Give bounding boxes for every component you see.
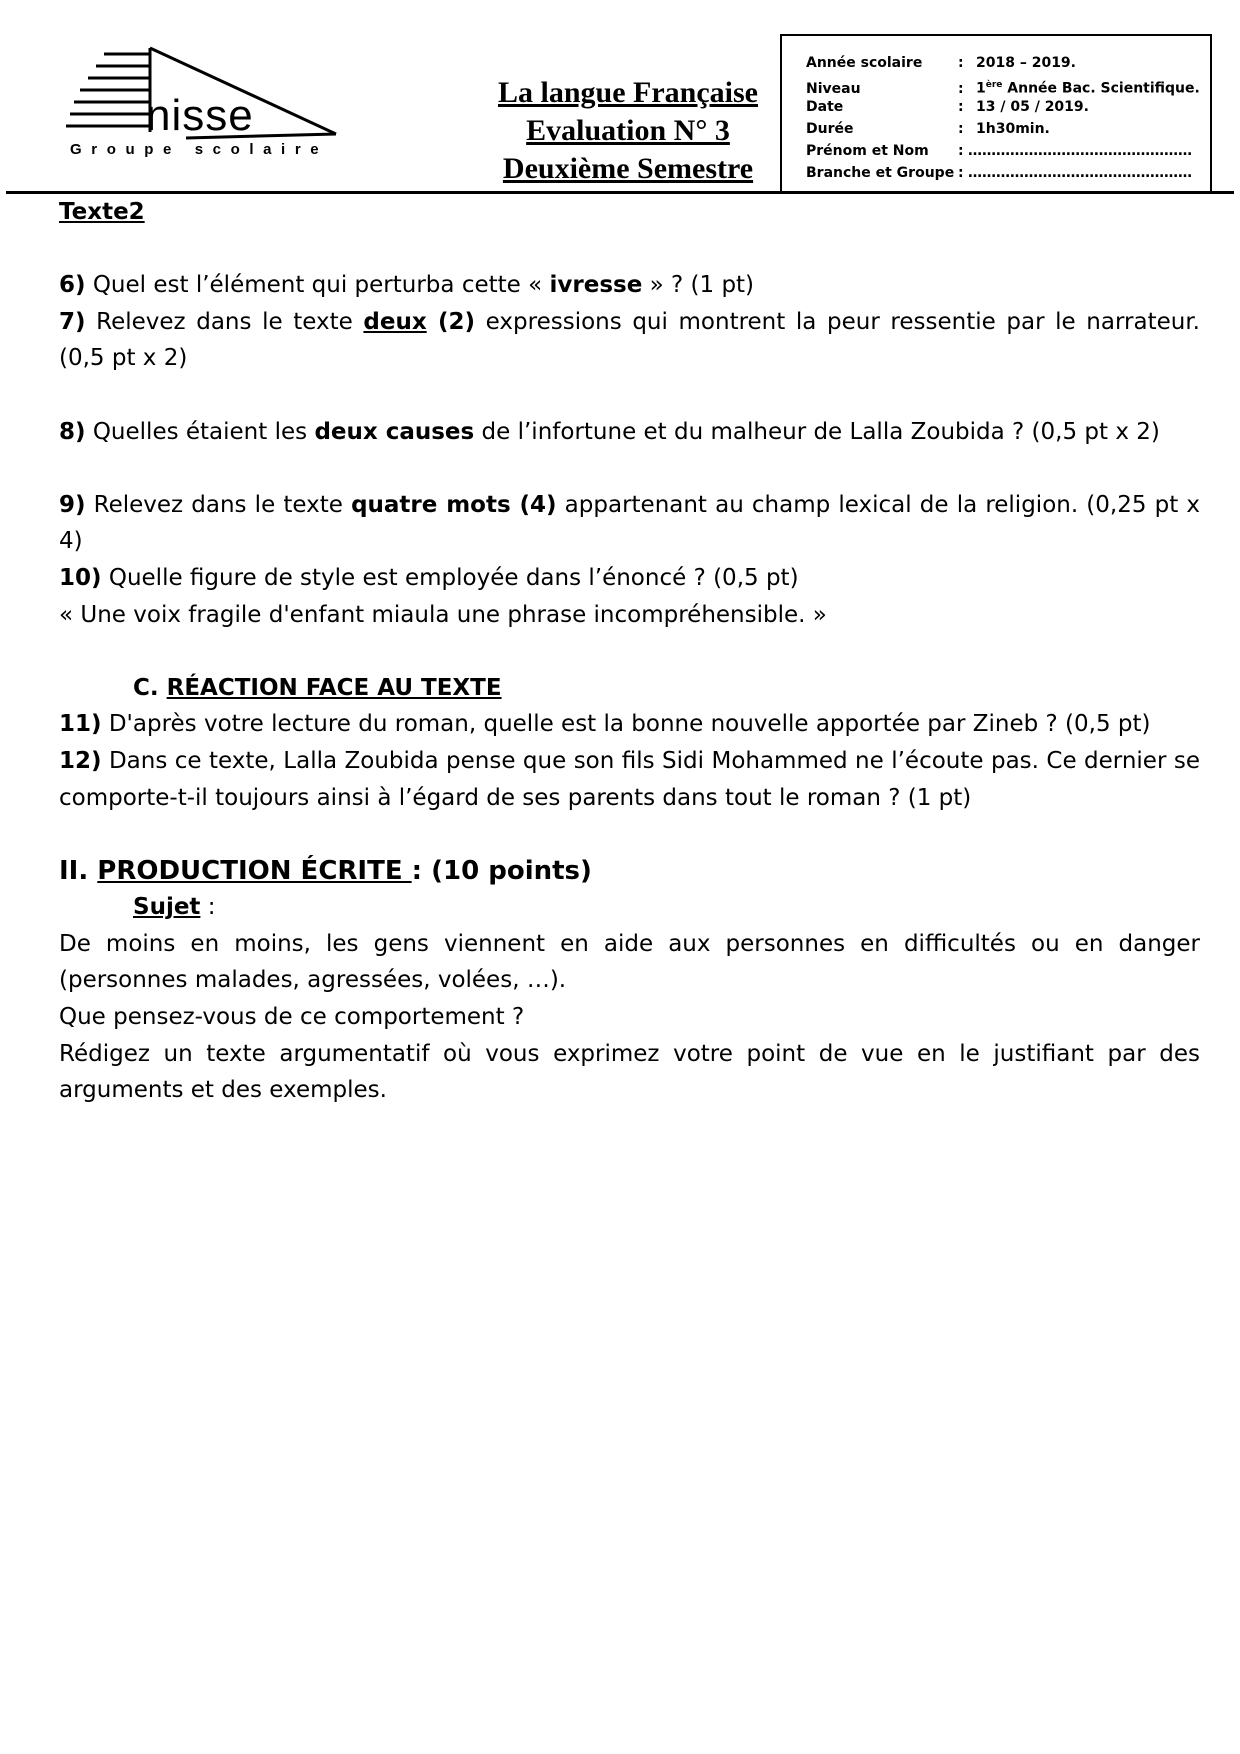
info-value: Année Bac. Scientifique.: [1002, 80, 1200, 97]
info-row-groupe: [806, 164, 1192, 182]
name-field[interactable]: …………………………………………: [968, 143, 1192, 159]
section-title-texte2: Texte2: [59, 199, 145, 225]
title-line-2: Evaluation N° 3: [526, 114, 730, 147]
info-row-duree: [806, 120, 1050, 138]
info-separator: :: [958, 121, 964, 137]
info-separator: :: [958, 55, 964, 71]
info-value: 2018 – 2019.: [976, 55, 1076, 71]
question-11: 11) D'après votre lecture du roman, quelle est la bonne nouvelle apportée par Zineb ? (0,5 pt): [59, 711, 1151, 738]
info-value: 13 / 05 / 2019.: [976, 99, 1089, 115]
exam-title: [478, 74, 778, 188]
info-value-sup: ère: [985, 80, 1003, 90]
info-label: Année scolaire: [806, 55, 923, 71]
title-line-1: La langue Française: [498, 76, 758, 109]
info-value: 1h30min.: [976, 121, 1050, 137]
question-10: 10) Quelle figure de style est employée dans l’énoncé ? (0,5 pt): [59, 564, 799, 591]
info-separator: :: [958, 165, 964, 181]
sujet-paragraph-2: Que pensez-vous de ce comportement ?: [59, 1004, 525, 1031]
exam-info-box: [780, 34, 1212, 192]
sujet-paragraph-3: Rédigez un texte argumentatif où vous exprimez votre point de vue en le justifiant par des arguments et des exemples.: [59, 1040, 1200, 1104]
section-ii-heading: II. PRODUCTION ÉCRITE : (10 points): [59, 855, 592, 886]
info-row-niveau: [806, 76, 1200, 98]
logo-subtitle: Groupe scolaire: [70, 141, 329, 158]
exam-content: [59, 194, 1200, 1109]
info-label: Durée: [806, 121, 854, 137]
school-logo: [66, 46, 356, 158]
question-9: 9) Relevez dans le texte quatre mots (4) appartenant au champ lexical de la religion. (0,25 pt x 4): [59, 491, 1200, 555]
info-value-num: 1: [976, 80, 986, 97]
info-label: Niveau: [806, 80, 861, 97]
question-8: 8) Quelles étaient les deux causes de l’infortune et du malheur de Lalla Zoubida ? (0,5 pt x 2): [59, 418, 1160, 445]
info-separator: :: [958, 80, 964, 97]
group-field[interactable]: …………………………………………: [968, 165, 1192, 181]
info-label: Branche et Groupe: [806, 165, 955, 181]
info-row-date: [806, 98, 1089, 116]
question-12: 12) Dans ce texte, Lalla Zoubida pense que son fils Sidi Mohammed ne l’écoute pas. Ce dernier se comporte-t-il toujours ainsi à l’égard de ses parents dans tout le roman ? (1 pt): [59, 747, 1200, 811]
section-c-heading: C. RÉACTION FACE AU TEXTE: [133, 674, 502, 701]
info-label: Date: [806, 99, 844, 115]
logo-wordmark: nisse: [146, 91, 254, 140]
question-7: 7) Relevez dans le texte deux (2) expressions qui montrent la peur ressentie par le narrateur. (0,5 pt x 2): [59, 308, 1200, 372]
info-label: Prénom et Nom: [806, 143, 929, 159]
title-line-3: Deuxième Semestre: [502, 152, 754, 185]
info-separator: :: [958, 143, 964, 159]
info-row-nom: [806, 142, 1192, 160]
sujet-paragraph-1: De moins en moins, les gens viennent en aide aux personnes en difficultés ou en danger (personnes malades, agressées, volées, …).: [59, 930, 1200, 994]
question-10-quote: « Une voix fragile d'enfant miaula une phrase incompréhensible. »: [59, 601, 827, 628]
sujet-heading: Sujet :: [133, 894, 216, 921]
info-row-annee: [806, 54, 1076, 72]
info-separator: :: [958, 99, 964, 115]
question-6: 6) Quel est l’élément qui perturba cette « ivresse » ? (1 pt): [59, 272, 755, 299]
